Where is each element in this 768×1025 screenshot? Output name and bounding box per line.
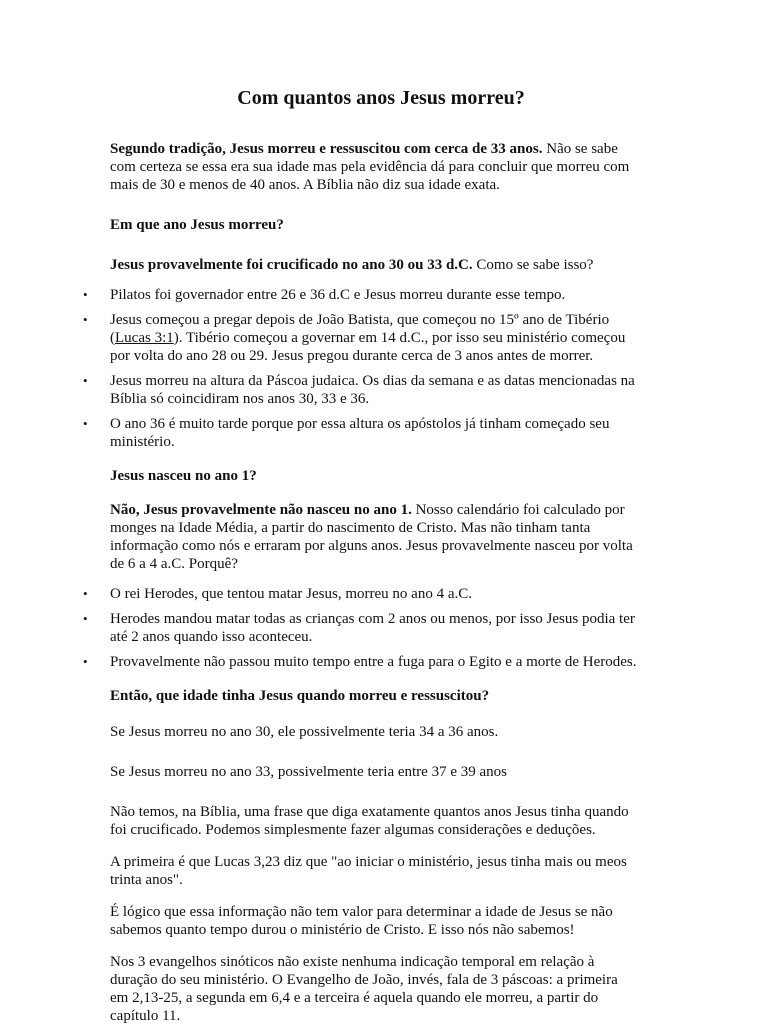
document-title: Com quantos anos Jesus morreu?: [237, 87, 525, 109]
section-heading-year-of-death: Em que ano Jesus morreu?: [110, 217, 284, 233]
paragraph-synoptic-gospels: Nos 3 evangelhos sinóticos não existe nenhuma indicação temporal em relação à duração do seu ministério. O Evangelho de João, invés, fala de 3 páscoas: a primeira em 2,13-25, a segunda em 6,4 e a terceira é aquela quando ele morreu, a partir do capítulo 11.: [110, 954, 618, 1024]
list-item: • Provavelmente não passou muito tempo entre a fuga para o Egito e a morte de Herodes.: [83, 654, 637, 670]
bullet-icon: •: [83, 312, 88, 327]
intro-text: Não se sabe com certeza se essa era sua idade mas pela evidência dá para concluir que morreu com mais de 30 e menos de 40 anos. A Bíblia não diz sua idade exata.: [110, 141, 630, 193]
list-item: • Jesus começou a pregar depois de João Batista, que começou no 15º ano de Tibério (Lucas 3:1). Tibério começou a governar em 14 d.C., por isso seu ministério começou por volta do ano 28 ou 29. Jesus pregou durante cerca de 3 anos antes de morrer.: [83, 312, 626, 364]
bullet-icon: •: [83, 611, 88, 626]
section2-bullet-list: [83, 585, 638, 671]
intro-paragraph: [110, 140, 638, 194]
list-item: • Pilatos foi governador entre 26 e 36 d.C e Jesus morreu durante esse tempo.: [83, 287, 566, 303]
bullet-icon: •: [83, 586, 88, 601]
paragraph-luke-3-23: A primeira é que Lucas 3,23 diz que "ao iniciar o ministério, jesus tinha mais ou meos trinta anos".: [110, 854, 627, 888]
section-heading-birth-year: Jesus nasceu no ano 1?: [110, 468, 257, 484]
paragraph-no-exact-phrase: Não temos, na Bíblia, uma frase que diga exatamente quantos anos Jesus tinha quando foi crucificado. Podemos simplesmente fazer algumas considerações e deduções.: [110, 804, 629, 838]
bullet-icon: •: [83, 287, 88, 302]
bullet-icon: •: [83, 373, 88, 388]
scripture-reference-link[interactable]: Lucas 3:1: [115, 330, 174, 346]
bullet-icon: •: [83, 654, 88, 669]
bullet-icon: •: [83, 416, 88, 431]
section-heading-age-at-death: Então, que idade tinha Jesus quando morreu e ressuscitou?: [110, 688, 490, 704]
list-item: • O ano 36 é muito tarde porque por essa altura os apóstolos já tinham começado seu ministério.: [83, 416, 610, 450]
paragraph-year-30: Se Jesus morreu no ano 30, ele possivelmente teria 34 a 36 anos.: [110, 724, 499, 740]
intro-bold-text: Segundo tradição, Jesus morreu e ressuscitou com cerca de 33 anos.: [110, 141, 543, 157]
section2-lead-text: Nosso calendário foi calculado por monges na Idade Média, a partir do nascimento de Cristo. Mas não tinham tanta informação como nós e erraram por alguns anos. Jesus provavelmente nasceu por volta de 6 a 4 a.C. Porquê?: [110, 502, 633, 572]
section2-lead-paragraph: [110, 501, 638, 573]
section1-lead-text: Como se sabe isso?: [472, 257, 594, 273]
list-item: • Herodes mandou matar todas as crianças com 2 anos ou menos, por isso Jesus podia ter até 2 anos quando isso aconteceu.: [83, 611, 635, 645]
list-item: • O rei Herodes, que tentou matar Jesus, morreu no ano 4 a.C.: [83, 586, 472, 602]
section1-lead-bold: Jesus provavelmente foi crucificado no ano 30 ou 33 d.C.: [110, 257, 473, 273]
paragraph-year-33: Se Jesus morreu no ano 33, possivelmente teria entre 37 e 39 anos: [110, 764, 507, 780]
paragraph-logical-conclusion: É lógico que essa informação não tem valor para determinar a idade de Jesus se não sabemos quanto tempo durou o ministério de Cristo. E isso nós não sabemos!: [110, 904, 613, 938]
section1-lead-paragraph: [110, 256, 638, 274]
section2-lead-bold: Não, Jesus provavelmente não nasceu no ano 1.: [110, 502, 412, 518]
list-item: • Jesus morreu na altura da Páscoa judaica. Os dias da semana e as datas mencionadas na Bíblia só coincidiram nos anos 30, 33 e 36.: [83, 373, 635, 407]
section1-bullet-list: [83, 286, 638, 451]
